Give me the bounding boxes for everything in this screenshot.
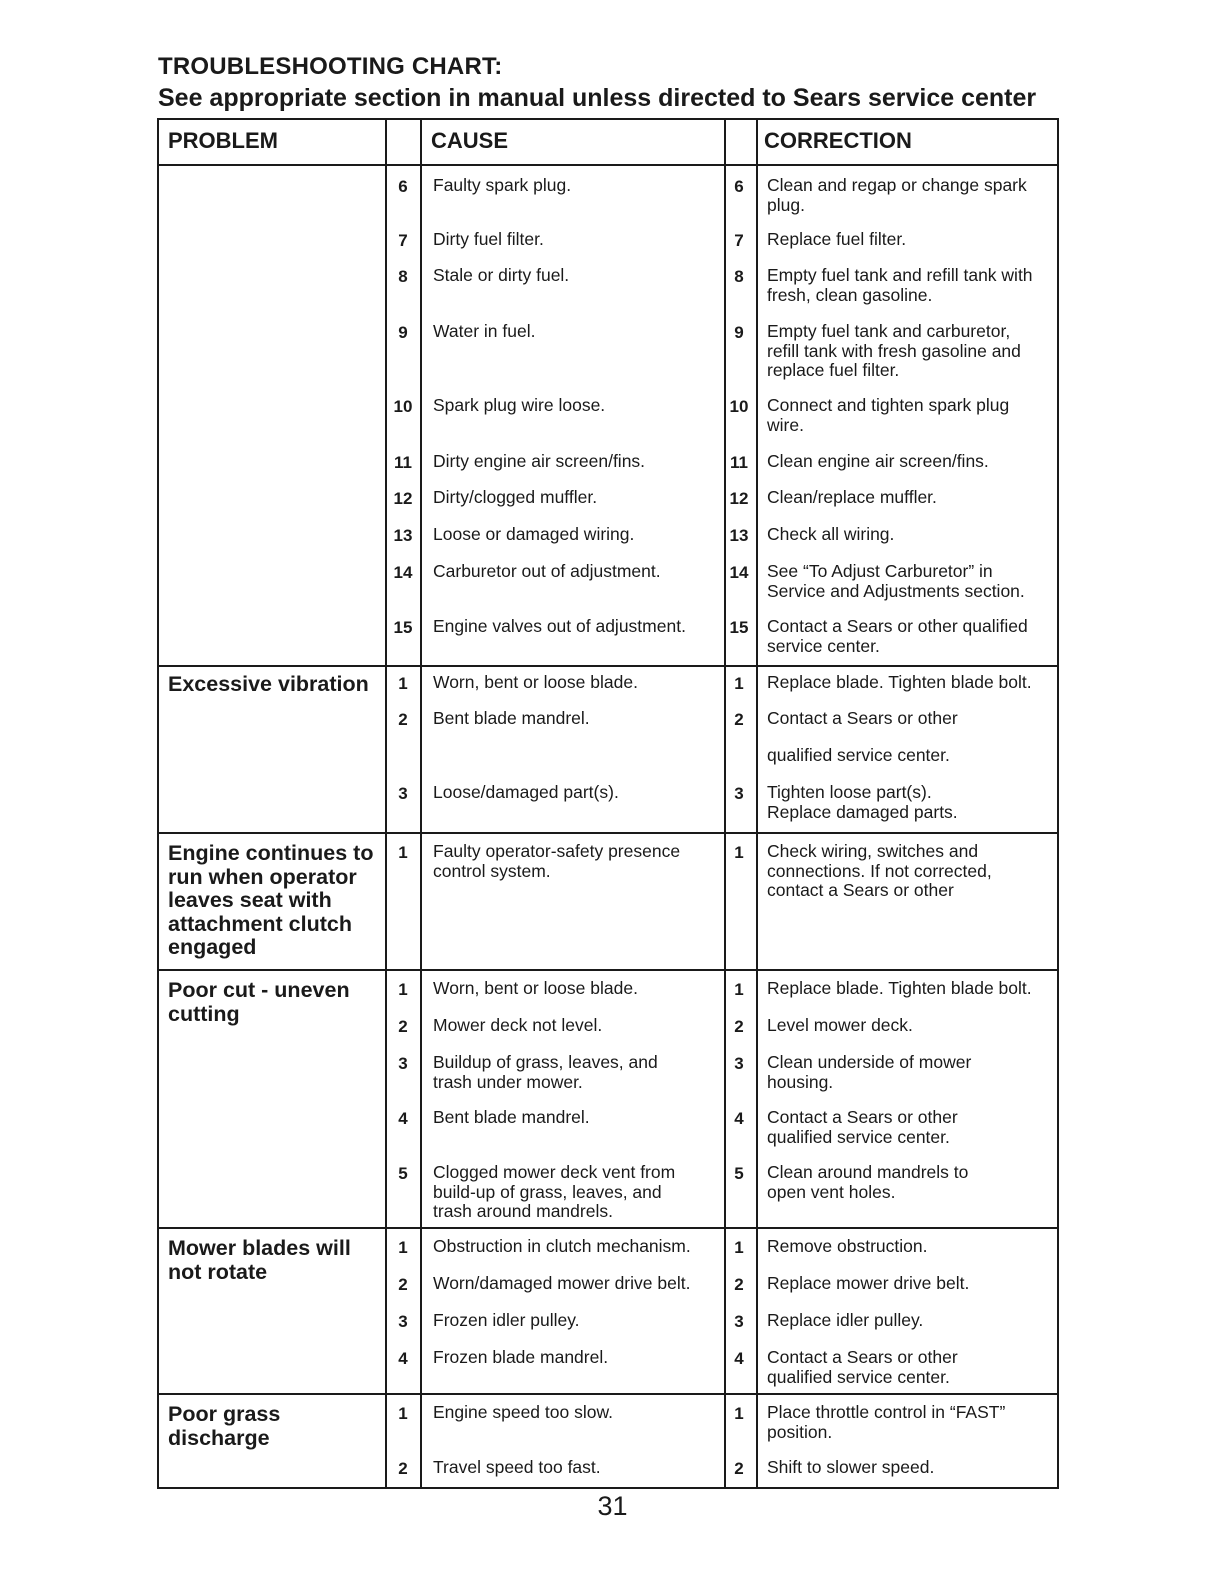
cause-text: Faulty spark plug. xyxy=(433,175,572,195)
cause-text: Frozen idler pulley. xyxy=(433,1310,580,1330)
cause-text: Dirty engine air screen/fins. xyxy=(433,451,646,471)
correction-text: Contact a Sears or other qualified service center. xyxy=(767,1107,958,1147)
cause-text: Dirty fuel filter. xyxy=(433,229,544,249)
column-divider xyxy=(420,120,422,1487)
correction-text: Clean and regap or change spark plug. xyxy=(767,175,1027,215)
correction-number: 1 xyxy=(734,843,744,862)
cause-number: 8 xyxy=(398,267,408,286)
correction-text: Shift to slower speed. xyxy=(767,1457,935,1477)
cause-text: Clogged mower deck vent from build-up of grass, leaves, and trash around mandrels. xyxy=(433,1162,676,1221)
correction-text: Contact a Sears or other xyxy=(767,708,958,728)
section-divider xyxy=(159,665,1057,667)
cause-number: 2 xyxy=(398,710,408,729)
correction-number: 3 xyxy=(734,1054,744,1073)
correction-text: Empty fuel tank and carburetor, refill tank with fresh gasoline and replace fuel filter. xyxy=(767,321,1021,380)
section-divider xyxy=(159,969,1057,971)
correction-number: 3 xyxy=(734,1312,744,1331)
correction-number: 3 xyxy=(734,784,744,803)
correction-number: 1 xyxy=(734,980,744,999)
section-divider xyxy=(159,1393,1057,1395)
correction-text: Level mower deck. xyxy=(767,1015,913,1035)
cause-number: 3 xyxy=(398,1054,408,1073)
correction-text: See “To Adjust Carburetor” in Service and Adjustments section. xyxy=(767,561,1025,601)
cause-number: 4 xyxy=(398,1109,408,1128)
correction-number: 1 xyxy=(734,674,744,693)
correction-text: Replace blade. Tighten blade bolt. xyxy=(767,978,1032,998)
correction-text: Contact a Sears or other qualified service center. xyxy=(767,616,1028,656)
cause-number: 6 xyxy=(398,177,408,196)
correction-number: 15 xyxy=(729,618,749,637)
cause-number: 14 xyxy=(393,563,413,582)
cause-text: Worn, bent or loose blade. xyxy=(433,978,638,998)
section-divider xyxy=(159,832,1057,834)
cause-number: 13 xyxy=(393,526,413,545)
correction-number: 12 xyxy=(729,489,749,508)
cause-text: Worn/damaged mower drive belt. xyxy=(433,1273,691,1293)
problem-label: Mower blades will not rotate xyxy=(168,1236,351,1284)
cause-text: Buildup of grass, leaves, and trash under mower. xyxy=(433,1052,658,1092)
cause-number: 10 xyxy=(393,397,413,416)
cause-number: 4 xyxy=(398,1349,408,1368)
correction-text: Check all wiring. xyxy=(767,524,895,544)
correction-number: 6 xyxy=(734,177,744,196)
correction-number: 5 xyxy=(734,1164,744,1183)
cause-number: 1 xyxy=(398,1404,408,1423)
correction-text: Remove obstruction. xyxy=(767,1236,928,1256)
cause-number: 2 xyxy=(398,1275,408,1294)
correction-number: 13 xyxy=(729,526,749,545)
cause-number: 12 xyxy=(393,489,413,508)
correction-text: Clean underside of mower housing. xyxy=(767,1052,972,1092)
correction-number: 2 xyxy=(734,1459,744,1478)
correction-text: Check wiring, switches and connections. If not corrected, contact a Sears or other xyxy=(767,841,992,900)
cause-number: 11 xyxy=(394,453,412,472)
correction-text: Contact a Sears or other qualified service center. xyxy=(767,1347,958,1387)
cause-text: Travel speed too fast. xyxy=(433,1457,601,1477)
problem-label: Poor grass discharge xyxy=(168,1402,281,1450)
correction-number: 2 xyxy=(734,1275,744,1294)
problem-label: Excessive vibration xyxy=(168,672,369,696)
cause-text: Frozen blade mandrel. xyxy=(433,1347,609,1367)
correction-number: 8 xyxy=(734,267,744,286)
correction-number: 2 xyxy=(734,1017,744,1036)
correction-number: 14 xyxy=(729,563,749,582)
correction-number: 1 xyxy=(734,1404,744,1423)
cause-text: Mower deck not level. xyxy=(433,1015,603,1035)
column-header-correction: CORRECTION xyxy=(764,128,912,153)
correction-text: Connect and tighten spark plug wire. xyxy=(767,395,1010,435)
cause-text: Loose or damaged wiring. xyxy=(433,524,635,544)
cause-number: 5 xyxy=(398,1164,408,1183)
cause-text: Stale or dirty fuel. xyxy=(433,265,570,285)
problem-label: Poor cut - uneven cutting xyxy=(168,978,350,1026)
cause-text: Obstruction in clutch mechanism. xyxy=(433,1236,691,1256)
cause-text: Engine speed too slow. xyxy=(433,1402,613,1422)
column-divider xyxy=(756,120,758,1487)
correction-text: Replace blade. Tighten blade bolt. xyxy=(767,672,1032,692)
correction-number: 11 xyxy=(730,453,748,472)
troubleshooting-table xyxy=(157,118,1059,1489)
page-title: TROUBLESHOOTING CHART: xyxy=(158,53,503,80)
cause-number: 1 xyxy=(398,674,408,693)
correction-text: Clean engine air screen/fins. xyxy=(767,451,989,471)
cause-number: 15 xyxy=(393,618,413,637)
column-header-cause: CAUSE xyxy=(431,128,509,153)
page-header xyxy=(158,52,1036,113)
correction-text: Tighten loose part(s). Replace damaged parts. xyxy=(767,782,958,822)
cause-text: Bent blade mandrel. xyxy=(433,708,590,728)
cause-text: Spark plug wire loose. xyxy=(433,395,606,415)
cause-text: Worn, bent or loose blade. xyxy=(433,672,638,692)
section-divider xyxy=(159,1227,1057,1229)
correction-text: Place throttle control in “FAST” position. xyxy=(767,1402,1006,1442)
cause-number: 3 xyxy=(398,1312,408,1331)
cause-text: Faulty operator-safety presence control system. xyxy=(433,841,681,881)
cause-text: Engine valves out of adjustment. xyxy=(433,616,686,636)
correction-text: qualified service center. xyxy=(767,745,950,765)
cause-number: 7 xyxy=(398,231,408,250)
correction-number: 10 xyxy=(729,397,749,416)
column-header-problem: PROBLEM xyxy=(168,128,278,153)
cause-number: 2 xyxy=(398,1017,408,1036)
correction-text: Replace idler pulley. xyxy=(767,1310,924,1330)
problem-label: Engine continues to run when operator leaves seat with attachment clutch engaged xyxy=(168,841,374,959)
correction-number: 1 xyxy=(734,1238,744,1257)
cause-number: 1 xyxy=(398,980,408,999)
correction-text: Clean/replace muffler. xyxy=(767,487,937,507)
correction-text: Clean around mandrels to open vent holes. xyxy=(767,1162,969,1202)
cause-number: 1 xyxy=(398,1238,408,1257)
header-divider xyxy=(159,164,1057,166)
correction-text: Empty fuel tank and refill tank with fresh, clean gasoline. xyxy=(767,265,1033,305)
correction-number: 4 xyxy=(734,1109,744,1128)
cause-text: Dirty/clogged muffler. xyxy=(433,487,598,507)
cause-text: Carburetor out of adjustment. xyxy=(433,561,661,581)
page-subtitle: See appropriate section in manual unless directed to Sears service center xyxy=(158,84,1037,112)
cause-number: 1 xyxy=(398,843,408,862)
cause-number: 2 xyxy=(398,1459,408,1478)
cause-number: 3 xyxy=(398,784,408,803)
cause-text: Water in fuel. xyxy=(433,321,536,341)
cause-text: Loose/damaged part(s). xyxy=(433,782,619,802)
cause-text: Bent blade mandrel. xyxy=(433,1107,590,1127)
page-number: 31 xyxy=(597,1491,628,1521)
correction-number: 4 xyxy=(734,1349,744,1368)
correction-number: 9 xyxy=(734,323,744,342)
cause-number: 9 xyxy=(398,323,408,342)
correction-number: 7 xyxy=(734,231,744,250)
correction-text: Replace mower drive belt. xyxy=(767,1273,970,1293)
correction-number: 2 xyxy=(734,710,744,729)
correction-text: Replace fuel filter. xyxy=(767,229,907,249)
